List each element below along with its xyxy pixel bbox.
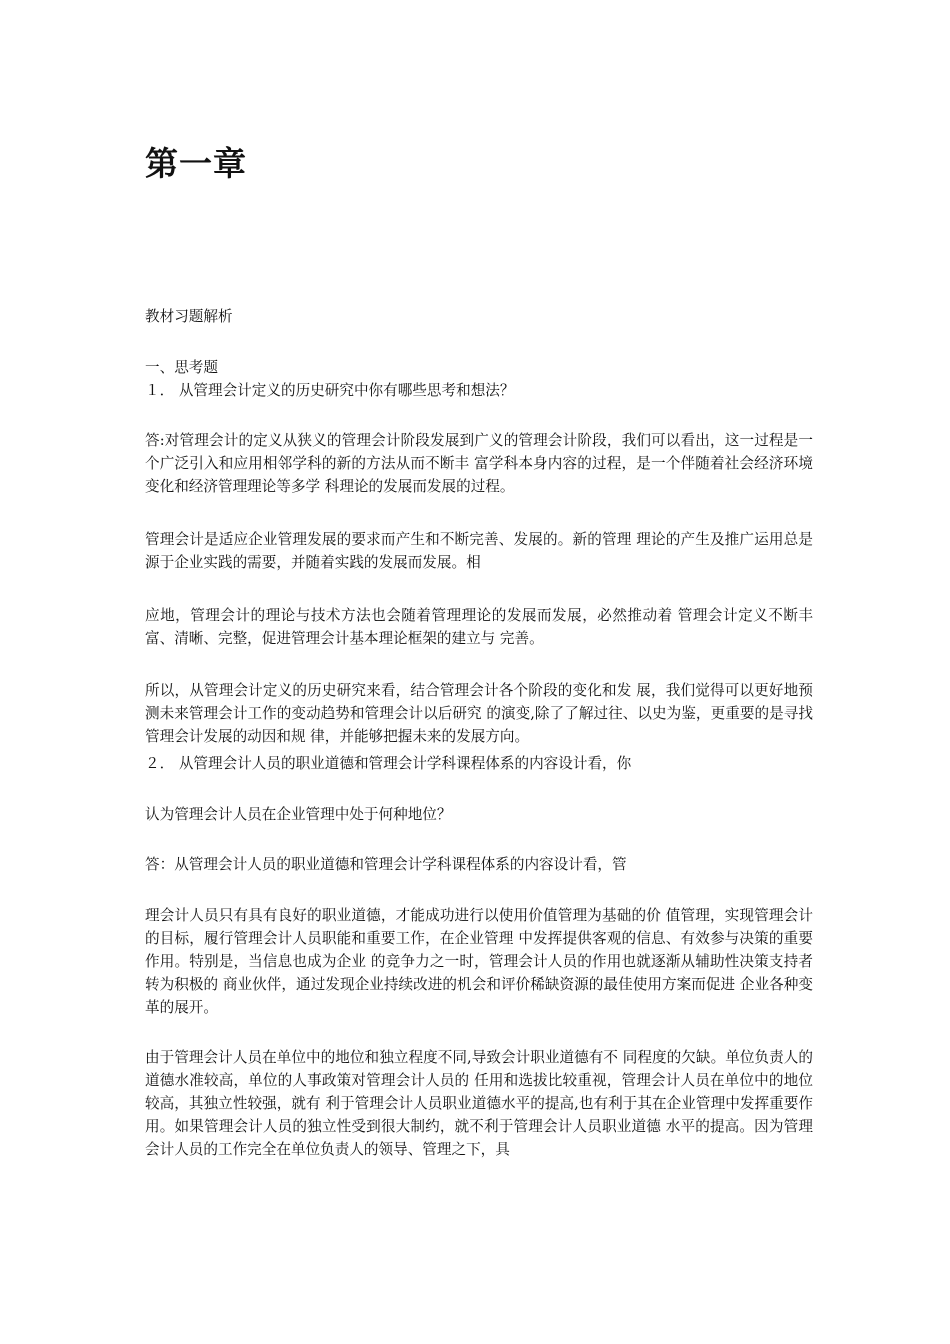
question-2-line-2: 认为管理会计人员在企业管理中处于何种地位？ (145, 806, 452, 823)
question-1: １． 从管理会计定义的历史研究中你有哪些思考和想法？ (145, 382, 515, 399)
answer-1-paragraph-3: 应地，管理会计的理论与技术方法也会随着管理理论的发展而发展，必然推动着 管理会计定义不断丰富、清晰、完整，促进管理会计基本理论框架的建立与 完善。 (145, 607, 813, 647)
answer-1-paragraph-4: 所以，从管理会计定义的历史研究来看，结合管理会计各个阶段的变化和发 展，我们觉得可以更好地预测未来管理会计工作的变动趋势和管理会计以后研究 的演变,除了了解过往、以史为鉴，更重要的是寻找管理会计发展的动因和规 律，并能够把握未来的发展方向。 (145, 682, 813, 745)
subsection-heading: 一、思考题 (145, 359, 218, 376)
answer-1-paragraph-1: 答:对管理会计的定义从狭义的管理会计阶段发展到广义的管理会计阶段，我们可以看出，这一过程是一个广泛引入和应用相邻学科的新的方法从而不断丰 富学科本身内容的过程，是一个伴随着社会经济环境变化和经济管理理论等多学 科理论的发展而发展的过程。 (145, 432, 813, 495)
answer-2-paragraph-1: 理会计人员只有具有良好的职业道德，才能成功进行以使用价值管理为基础的价 值管理，实现管理会计的目标，履行管理会计人员职能和重要工作，在企业管理 中发挥提供客观的信息、有效参与决策的重要作用。特别是，当信息也成为企业 的竞争力之一时，管理会计人员的作用也就逐渐从辅助性决策支持者转为积极的 商业伙伴，通过发现企业持续改进的机会和评价稀缺资源的最佳使用方案而促进 企业各种变革的展开。 (145, 907, 813, 1016)
answer-2-intro: 答：从管理会计人员的职业道德和管理会计学科课程体系的内容设计看，管 (145, 856, 627, 873)
chapter-title: 第一章 (145, 144, 247, 183)
question-2-line-1: ２． 从管理会计人员的职业道德和管理会计学科课程体系的内容设计看，你 (145, 755, 632, 772)
answer-1-paragraph-2: 管理会计是适应企业管理发展的要求而产生和不断完善、发展的。新的管理 理论的产生及推广运用总是源于企业实践的需要，并随着实践的发展而发展。相 (145, 531, 813, 571)
answer-2-paragraph-2: 由于管理会计人员在单位中的地位和独立程度不同,导致会计职业道德有不 同程度的欠缺。单位负责人的道德水准较高，单位的人事政策对管理会计人员的 任用和选拔比较重视，管理会计人员在单位中的地位较高，其独立性较强，就有 利于管理会计人员职业道德水平的提高,也有利于其在企业管理中发挥重要作 用。如果管理会计人员的独立性受到很大制约，就不利于管理会计人员职业道德 水平的提高。因为管理会计人员的工作完全在单位负责人的领导、管理之下，具 (145, 1049, 813, 1158)
section-heading: 教材习题解析 (145, 308, 233, 325)
